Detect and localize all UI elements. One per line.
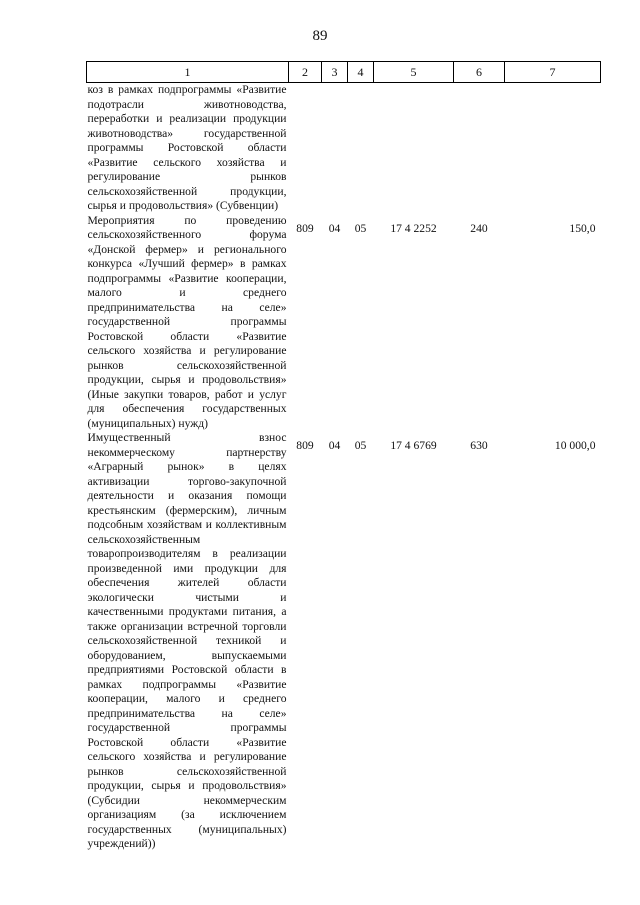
- ministry-code: 809: [296, 221, 314, 235]
- subsection-code: 05: [354, 439, 367, 452]
- row-description: Мероприятия по проведению сельскохозяйственного форума «Донской фермер» и регионального конкурса «Лучший фермер» в рамках подпрограммы «Развитие кооперации, малого и среднего предпринимательства на селе» государственной программы Ростовской области «Развитие сельского хозяйства и регулирование рынков сельскохозяйственной продукции, сырья и продовольствия» (Иные закупки товаров, работ и услуг для обеспечения государственных (муниципальных) нужд): [87, 213, 287, 430]
- amount: [505, 83, 601, 214]
- column-header-1: 1: [87, 62, 289, 83]
- expense-type-code: 630: [470, 439, 488, 452]
- column-header-4: 4: [348, 62, 374, 83]
- ministry-code: [289, 83, 322, 214]
- amount: 10 000,0: [554, 439, 596, 452]
- page-number: 89: [312, 28, 328, 44]
- ministry-code: 809: [296, 439, 314, 452]
- section-code: 04: [328, 439, 341, 452]
- budget-table: [86, 61, 601, 852]
- amount: 150,0: [569, 221, 596, 235]
- section-code: 04: [328, 221, 341, 235]
- row-description: Имущественный взнос некоммерческому партнерству «Аграрный рынок» в целях активизации торгово-закупочной деятельности и оказания помощи крестьянским (фермерским), личным подсобным хозяйствам и коллективным сельскохозяйственным товаропроизводителям в реализации произведенной ими продукции для обеспечения жителей области экологически чистыми и качественными продуктами питания, а также организации встречной торговли сельскохозяйственной техникой и оборудованием, выпускаемыми предприятиями Ростовской области в рамках подпрограммы «Развитие кооперации, малого и среднего предпринимательства на селе» государственной программы Ростовской области «Развитие сельского хозяйства и регулирование рынков сельскохозяйственной продукции, сырья и продовольствия» (Субсидии некоммерческим организациям (за исключением государственных (муниципальных) учреждений)): [87, 431, 287, 850]
- target-article-code: 17 4 2252: [390, 221, 437, 235]
- table-row: [87, 431, 601, 852]
- expense-type-code: 240: [470, 221, 488, 235]
- target-article-code: [374, 83, 454, 214]
- subsection-code: [348, 83, 374, 214]
- column-number-row: [87, 62, 601, 83]
- target-article-code: 17 4 6769: [390, 439, 437, 452]
- section-code: [322, 83, 348, 214]
- column-header-7: 7: [505, 62, 601, 83]
- column-header-5: 5: [374, 62, 454, 83]
- row-description: коз в рамках подпрограммы «Развитие подотрасли животноводства, переработки и реализации продукции животноводства» государственной программы Ростовской области «Развитие сельского хозяйства и регулирование рынков сельскохозяйственной продукции, сырья и продовольствия» (Субвенции): [87, 83, 287, 212]
- column-header-6: 6: [454, 62, 505, 83]
- column-header-3: 3: [322, 62, 348, 83]
- column-header-2: 2: [289, 62, 322, 83]
- expense-type-code: [454, 83, 505, 214]
- table-row: [87, 214, 601, 432]
- table-row: [87, 83, 601, 214]
- subsection-code: 05: [354, 221, 367, 235]
